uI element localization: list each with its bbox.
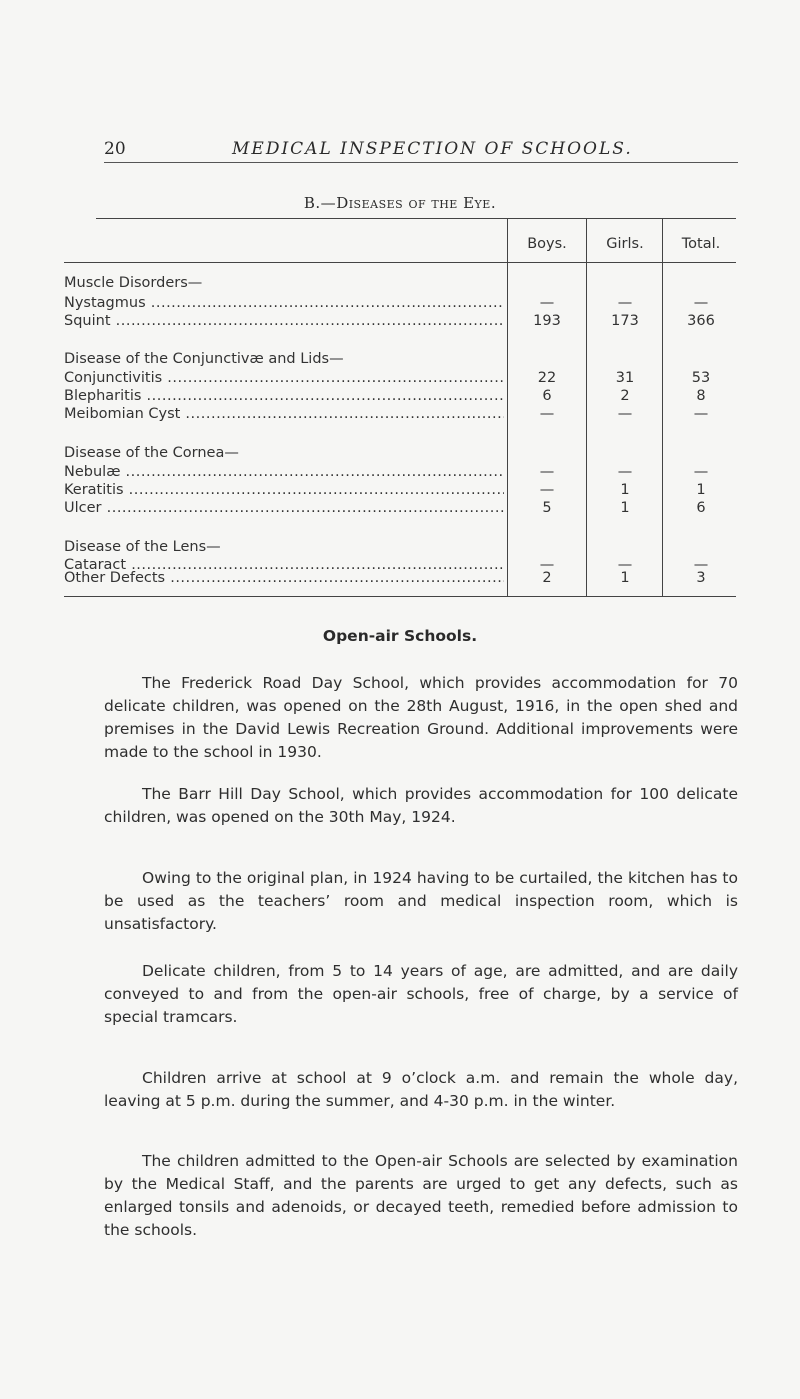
cell-total: —: [693, 557, 709, 573]
column-header-boys: Boys.: [527, 236, 567, 252]
cell-girls: 1: [620, 500, 630, 516]
row-label: Muscle Disorders—: [64, 275, 203, 291]
cell-total: 1: [696, 482, 706, 498]
cell-total: —: [693, 406, 709, 422]
paragraph: Owing to the original plan, in 1924 having to be curtailed, the kitchen has to be used as the teachers’ room and medical inspection room, which is unsatisfactory.: [104, 869, 738, 933]
table-row: [64, 313, 736, 333]
table-row: [64, 388, 736, 408]
paragraph: The children admitted to the Open-air Schools are selected by examination by the Medical Staff, and the parents are urged to get any defects, such as enlarged tonsils and adenoids, or decayed teeth, remedied before admission to the schools.: [104, 1152, 738, 1239]
cell-boys: —: [539, 295, 555, 311]
row-label: Conjunctivitis .....: [64, 370, 504, 386]
paragraph: Children arrive at school at 9 o’clock a.m. and remain the whole day, leaving at 5 p.m. during the summer, and 4-30 p.m. in the winter.: [104, 1069, 738, 1110]
table-title-prefix: B.—: [303, 194, 337, 212]
cell-girls: —: [617, 406, 633, 422]
cell-girls: —: [617, 557, 633, 573]
paragraph: The Frederick Road Day School, which provides accommodation for 70 delicate children, was opened on the 28th August, 1916, in the open shed and premises in the David Lewis Recreation Ground. Additional improvements were made to the school in 1930.: [104, 674, 738, 761]
cell-girls: 173: [611, 313, 639, 329]
table-row: [64, 539, 736, 559]
row-label: Disease of the Lens—: [64, 539, 221, 555]
cell-girls: 31: [615, 370, 635, 386]
row-label: Nystagmus .....: [64, 295, 504, 311]
row-label: Other Defects .....: [64, 570, 504, 586]
table-row: [64, 295, 736, 315]
cell-girls: 1: [620, 570, 630, 586]
cell-girls: 2: [620, 388, 630, 404]
row-label: Ulcer .....: [64, 500, 504, 516]
cell-boys: —: [539, 406, 555, 422]
page-number: 20: [104, 139, 126, 159]
cell-total: —: [693, 464, 709, 480]
table-row: [64, 570, 736, 590]
cell-total: —: [693, 295, 709, 311]
row-label: Keratitis .....: [64, 482, 504, 498]
row-label: Blepharitis .....: [64, 388, 504, 404]
table-row: [64, 464, 736, 484]
table-title: [0, 194, 800, 212]
table-header-rule: [64, 262, 736, 263]
table-bottom-rule: [64, 596, 736, 597]
cell-boys: 6: [542, 388, 552, 404]
column-header-total: Total.: [681, 236, 721, 252]
section-title: Open-air Schools.: [322, 627, 478, 645]
cell-boys: —: [539, 557, 555, 573]
cell-boys: 22: [537, 370, 557, 386]
running-title: MEDICAL INSPECTION OF SCHOOLS.: [232, 139, 633, 159]
table-row: [64, 275, 736, 295]
table-row: [64, 500, 736, 520]
column-header-girls: Girls.: [606, 236, 644, 252]
paragraph: Delicate children, from 5 to 14 years of age, are admitted, and are daily conveyed to and from the open-air schools, free of charge, by a service of special tramcars.: [104, 962, 738, 1026]
table-row: [64, 351, 736, 371]
row-label: Disease of the Conjunctivæ and Lids—: [64, 351, 344, 367]
cell-total: 53: [691, 370, 711, 386]
cell-girls: 1: [620, 482, 630, 498]
cell-boys: —: [539, 464, 555, 480]
cell-total: 8: [696, 388, 706, 404]
cell-boys: —: [539, 482, 555, 498]
row-label: Cataract .....: [64, 557, 504, 573]
paragraph: The Barr Hill Day School, which provides accommodation for 100 delicate children, was opened on the 30th May, 1924.: [104, 785, 738, 826]
eye-diseases-table: [64, 218, 736, 598]
cell-total: 366: [687, 313, 715, 329]
row-label: Squint .....: [64, 313, 504, 329]
table-row: [64, 406, 736, 426]
row-label: Nebulæ .....: [64, 464, 504, 480]
table-top-rule: [96, 218, 736, 219]
row-label: Meibomian Cyst .....: [64, 406, 504, 422]
cell-total: 3: [696, 570, 706, 586]
table-row: [64, 370, 736, 390]
cell-total: 6: [696, 500, 706, 516]
cell-boys: 5: [542, 500, 552, 516]
cell-girls: —: [617, 464, 633, 480]
header-rule: [104, 162, 738, 163]
row-label: Disease of the Cornea—: [64, 445, 239, 461]
cell-girls: —: [617, 295, 633, 311]
cell-boys: 193: [533, 313, 561, 329]
table-row: [64, 482, 736, 502]
table-title-main: Diseases of the Eye.: [336, 194, 497, 212]
cell-boys: 2: [542, 570, 552, 586]
table-row: [64, 445, 736, 465]
